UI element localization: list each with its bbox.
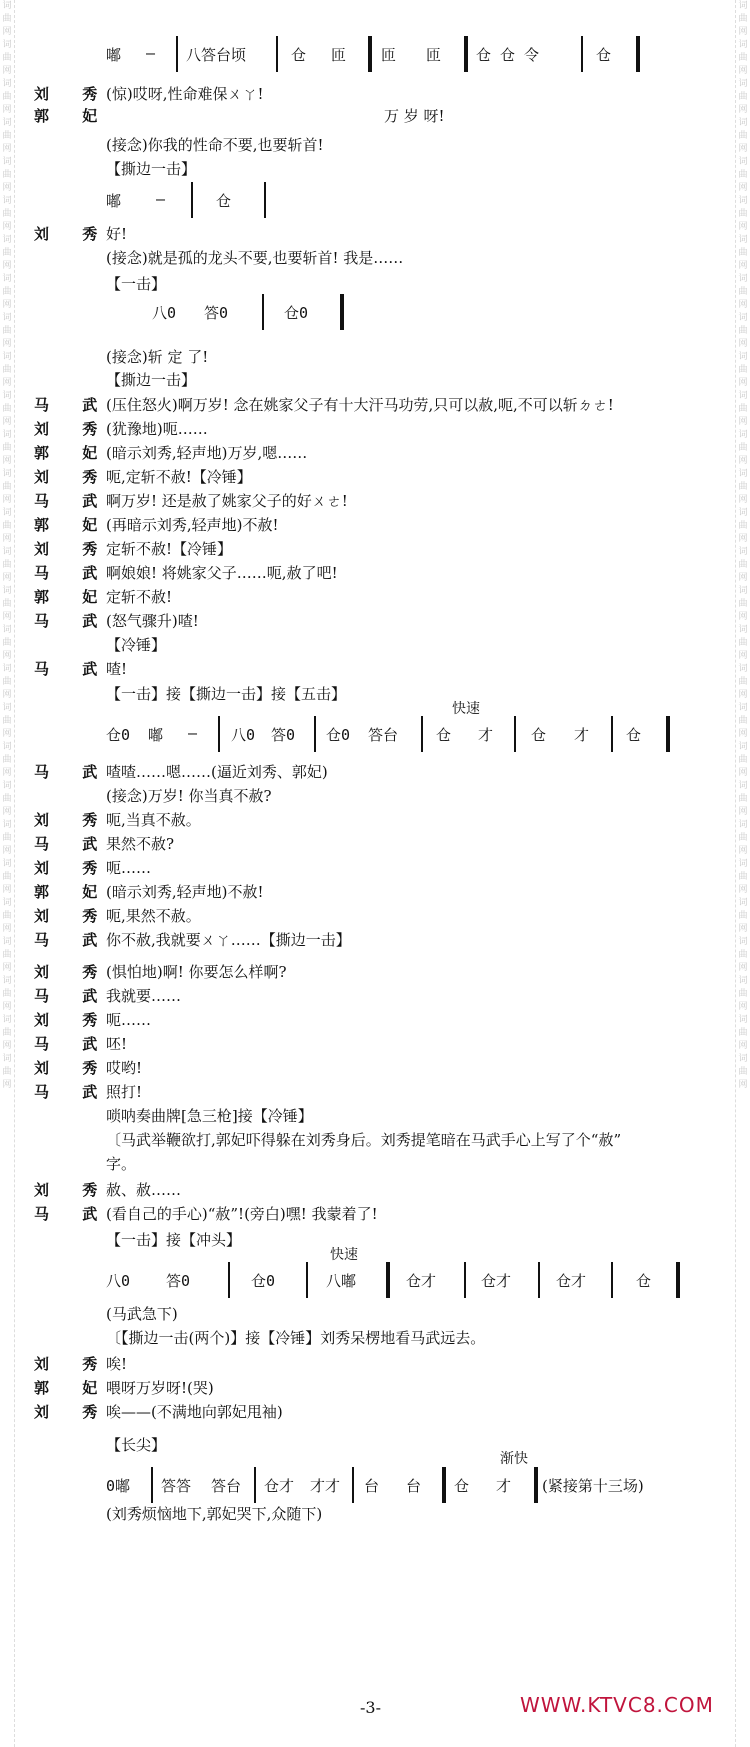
watermark-left: 词曲网词曲网词曲网词曲网词曲网词曲网词曲网词曲网词曲网词曲网词曲网词曲网词曲网词曲网词曲网词曲网词曲网词曲网词曲网词曲网词曲网词曲网词曲网词曲网词曲网词曲网词曲网词曲网 [0, 0, 15, 1747]
dialogue-line: (接念)万岁! 你当真不赦? [106, 787, 272, 805]
dialogue-line: 马 武 (怒气骤升)喳! [34, 612, 199, 630]
percussion-cue: 【一击】接【冲头】 [106, 1231, 242, 1249]
stage-cue: (接念)你我的性命不要,也要斩首! [106, 136, 324, 154]
dialogue-line: 马 武 啊万岁! 还是赦了姚家父子的好ㄨㄜ! [34, 492, 348, 510]
note: 匝 [381, 46, 397, 64]
dialogue-line: 刘 秀 赦、赦…… [34, 1181, 182, 1199]
score-line-5: 八0 答0 仓0 八嘟 仓才 仓才 仓才 仓 [106, 1262, 726, 1302]
dialogue-line: 郭 妃 (暗示刘秀,轻声地)万岁,嗯…… [34, 444, 308, 462]
dialogue-line: 刘 秀 (惊)哎呀,性命难保ㄨㄚ! [34, 85, 264, 103]
page-number: -3- [360, 1698, 381, 1717]
score-line-2: 嘟 – 仓 [106, 182, 726, 222]
note: 嘟 [106, 46, 122, 64]
note: 仓 [291, 46, 307, 64]
dialogue-line: 马 武 喳喳……嗯……(逼近刘秀、郭妃) [34, 763, 328, 781]
dialogue-line: 刘 秀 唉——(不满地向郭妃甩袖) [34, 1403, 283, 1421]
dialogue-line: 马 武 喳! [34, 660, 128, 678]
dialogue-line: 刘 秀 好! [34, 225, 128, 243]
dialogue-line: 郭 妃 定斩不赦! [34, 588, 173, 606]
dialogue-line: 刘 秀 哎哟! [34, 1059, 143, 1077]
dialogue-line: 刘 秀 (惧怕地)啊! 你要怎么样啊? [34, 963, 287, 981]
score-line-4: 仓0 嘟 – 八0 答0 仓0 答台 仓 才 仓 才 仓 [106, 716, 726, 756]
dialogue-line: 刘 秀 定斩不赦!【冷锤】 [34, 540, 233, 558]
percussion-cue: 【长尖】 [106, 1436, 167, 1454]
stage-cue: (接念)斩 定 了! [106, 348, 209, 366]
stage-direction: 〔马武举鞭欲打,郭妃吓得躲在刘秀身后。刘秀提笔暗在马武手心上写了个“赦” [106, 1131, 622, 1149]
percussion-cue: 【一击】 [106, 275, 167, 293]
dialogue-line: 马 武 你不赦,我就要ㄨㄚ……【撕边一击】 [34, 931, 351, 949]
percussion-cue: 【撕边一击】 [106, 160, 197, 178]
score-line-6: 0嘟 答答 答台 仓才 才才 台 台 仓 才 (紧接第十三场) [106, 1467, 726, 1507]
note: – [146, 44, 156, 62]
stage-cue: (马武急下) [106, 1305, 178, 1323]
dialogue-line: 刘 秀 (犹豫地)呃…… [34, 420, 208, 438]
tempo-mark: 快速 [330, 1247, 358, 1263]
stage-cue: (接念)就是孤的龙头不要,也要斩首! 我是…… [106, 249, 404, 267]
tempo-mark: 快速 [452, 701, 480, 717]
site-watermark: WWW.KTVC8.COM [520, 1693, 714, 1717]
dialogue-line: 郭 妃 (再暗示刘秀,轻声地)不赦! [34, 516, 279, 534]
dialogue-line: 刘 秀 呃,定斩不赦!【冷锤】 [34, 468, 252, 486]
dialogue-line: 刘 秀 呃…… [34, 1011, 152, 1029]
dialogue-line: 刘 秀 呃,果然不赦。 [34, 907, 201, 925]
percussion-cue: 【一击】接【撕边一击】接【五击】 [106, 685, 347, 703]
percussion-cue: 【冷锤】 [106, 636, 167, 654]
dialogue-line: 郭 妃 (暗示刘秀,轻声地)不赦! [34, 883, 264, 901]
note: 仓 仓 令 [476, 46, 540, 64]
stage-direction: 〔【撕边一击(两个)】接【冷锤】刘秀呆楞地看马武远去。 [106, 1329, 486, 1347]
dialogue-line: 刘 秀 唉! [34, 1355, 128, 1373]
note: 匝 [331, 46, 347, 64]
dialogue-line: 郭 妃 万 岁 呀! [34, 107, 445, 125]
dialogue-line: 郭 妃 喂呀万岁呀!(哭) [34, 1379, 214, 1397]
score-line-3: 八0 答0 仓0 [152, 294, 750, 334]
dialogue-line: 马 武 (压住怒火)啊万岁! 念在姚家父子有十大汗马功劳,只可以赦,呃,不可以斩ㄉㄜ! [34, 396, 614, 414]
dialogue-line: 马 武 (看自己的手心)“赦”!(旁白)嘿! 我蒙着了! [34, 1205, 378, 1223]
dialogue-line: 刘 秀 呃…… [34, 859, 152, 877]
dialogue-line: 马 武 呸! [34, 1035, 128, 1053]
note: 八答台顷 [186, 46, 247, 64]
score-line-1 [106, 36, 726, 76]
stage-direction: (刘秀烦恼地下,郭妃哭下,众随下) [106, 1505, 323, 1523]
music-cue: 唢呐奏曲牌[急三枪]接【冷锤】 [106, 1107, 313, 1125]
stage-direction: 字。 [106, 1155, 137, 1173]
dialogue-line: 马 武 我就要…… [34, 987, 182, 1005]
dialogue-line: 马 武 啊娘娘! 将姚家父子……呃,赦了吧! [34, 564, 338, 582]
dialogue-line: 马 武 照打! [34, 1083, 143, 1101]
watermark-right: 词曲网词曲网词曲网词曲网词曲网词曲网词曲网词曲网词曲网词曲网词曲网词曲网词曲网词曲网词曲网词曲网词曲网词曲网词曲网词曲网词曲网词曲网词曲网词曲网词曲网词曲网词曲网词曲网 [735, 0, 750, 1747]
note: 仓 [596, 46, 612, 64]
note: 匝 [426, 46, 442, 64]
percussion-cue: 【撕边一击】 [106, 371, 197, 389]
dialogue-line: 刘 秀 呃,当真不赦。 [34, 811, 201, 829]
tempo-mark: 渐快 [500, 1451, 528, 1467]
dialogue-line: 马 武 果然不赦? [34, 835, 175, 853]
